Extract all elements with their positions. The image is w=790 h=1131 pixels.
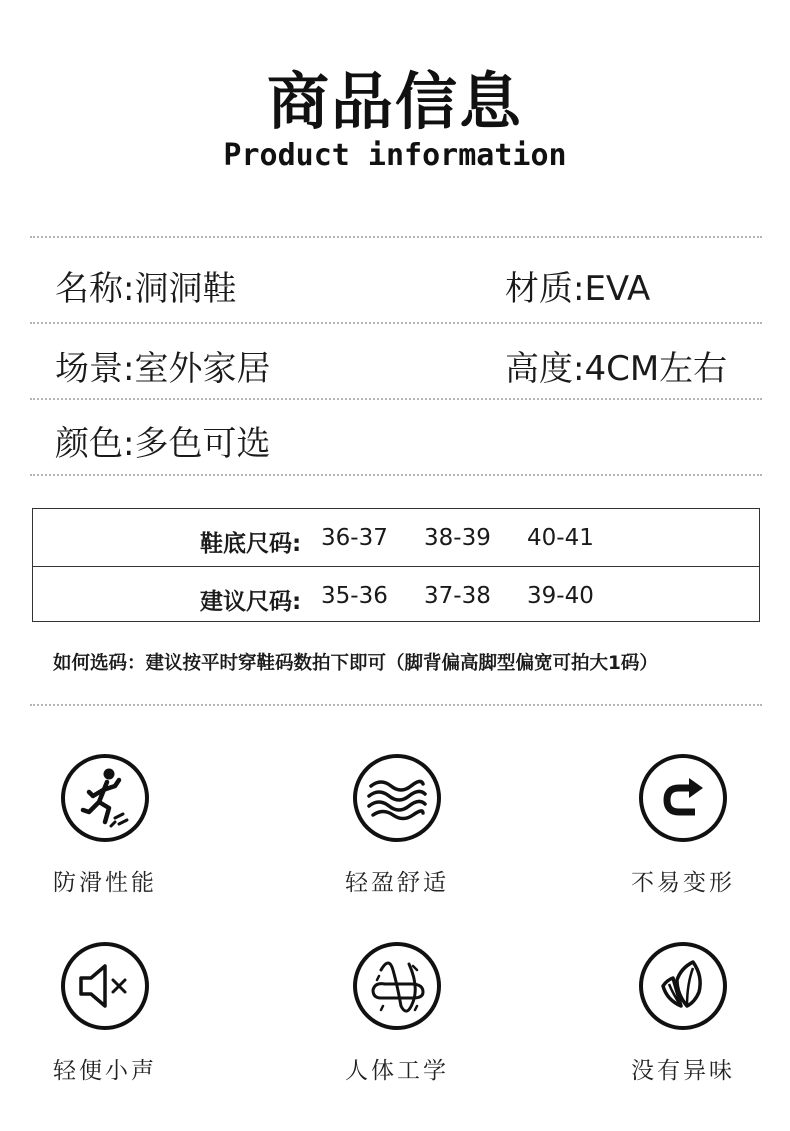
feature-label: 轻盈舒适 [345,870,449,896]
attr-height: 高度:4CM左右 [505,349,728,389]
feature-odorless [583,940,783,1085]
size-label: 建议尺码: [200,589,302,615]
size-value: 37-38 [424,583,491,609]
size-value: 40-41 [527,525,594,551]
size-note: 如何选码：建议按平时穿鞋码数拍下即可（脚背偏高脚型偏宽可拍大1码） [53,653,658,674]
size-value: 38-39 [424,525,491,551]
divider [30,322,762,324]
page-subtitle: Product information [223,138,567,173]
feature-comfort [297,752,497,897]
feature-anti-slip [5,752,205,897]
attr-scene: 场景:室外家居 [55,349,271,389]
divider [30,236,762,238]
feature-label: 不易变形 [631,870,735,896]
feature-ergonomic [297,940,497,1085]
feature-label: 没有异味 [631,1058,735,1084]
return-arrow-icon [637,752,729,844]
size-value: 35-36 [321,583,388,609]
page-title: 商品信息 [266,65,523,138]
anti-slip-icon [59,752,151,844]
feature-no-deform [583,752,783,897]
size-value: 36-37 [321,525,388,551]
divider [30,474,762,476]
leaf-icon [637,940,729,1032]
attr-name: 名称:洞洞鞋 [55,269,237,309]
attr-material: 材质:EVA [505,269,651,309]
divider [30,398,762,400]
size-value: 39-40 [527,583,594,609]
ergonomic-icon [351,940,443,1032]
size-table [32,508,760,622]
feature-quiet [5,940,205,1085]
size-row-sole [33,509,759,565]
size-label: 鞋底尺码: [200,531,302,557]
waves-icon [351,752,443,844]
attr-color: 颜色:多色可选 [55,424,271,464]
feature-label: 防滑性能 [53,870,157,896]
feature-label: 人体工学 [345,1058,449,1084]
divider [30,704,762,706]
size-row-suggested [33,566,759,622]
mute-speaker-icon [59,940,151,1032]
feature-label: 轻便小声 [53,1058,157,1084]
